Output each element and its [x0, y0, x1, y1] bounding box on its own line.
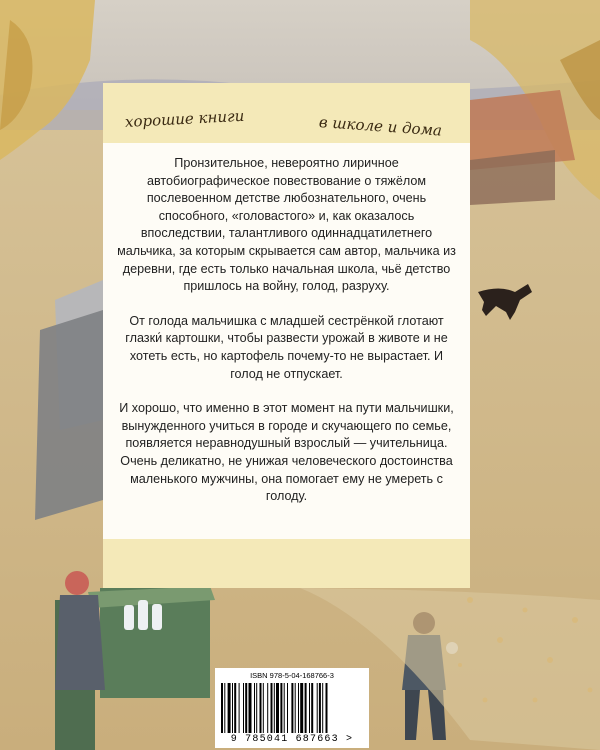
series-header — [103, 83, 470, 143]
panel-footer-band — [103, 539, 470, 588]
description-paragraph: Пронзительное, невероятно лиричное автобиографическое повествование о тяжёлом послевоенном детстве любознательного, очень способного, «головастого» и, как оказалось впоследствии, талантливого одиннадцатилетнего мальчика, за которым скрывается сам автор, мальчика из деревни, где есть только начальная школа, чьё детство пришлось на войну, голод, разруху. — [117, 156, 456, 294]
barcode-number: 9 785041 687663 > — [230, 734, 354, 745]
annotation-panel — [103, 83, 470, 588]
description-paragraph: От голода мальчишка с младшей сестрёнкой глотают глазки́ картошки, чтобы развести урожай в животе и не хотеть есть, но картофель почему-то не вырастает. И голод не отпускает. — [125, 313, 448, 381]
barcode-bars — [221, 683, 363, 733]
series-label-right: в школе и дома — [318, 113, 443, 140]
isbn-text: ISBN 978-5-04-168766-3 — [250, 671, 334, 680]
series-label-left: хорошие книги — [124, 106, 245, 131]
book-description — [115, 155, 458, 523]
description-paragraph: И хорошо, что именно в этот момент на пути мальчишки, вынужденного учиться в городе и скучающего по семье, появляется неравнодушный взрослый — учительница. Очень деликатно, не унижая человеческого достоинства маленького мужчины, она помогает ему не умереть с голоду. — [119, 401, 454, 504]
isbn-barcode — [215, 668, 369, 748]
